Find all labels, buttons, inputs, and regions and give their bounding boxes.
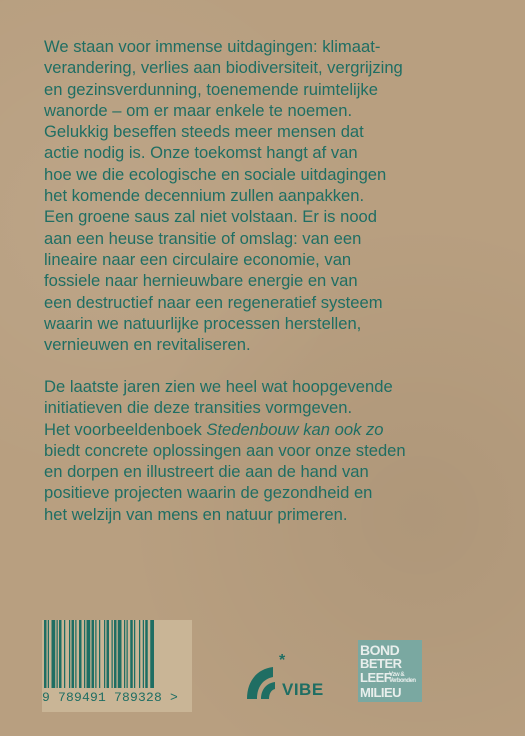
barcode-bar [79, 620, 82, 688]
barcode-bar [84, 620, 85, 688]
isbn-barcode [42, 620, 192, 712]
barcode-bar [72, 620, 75, 688]
book-title: Stedenbouw kan ook zo [206, 419, 384, 439]
text-line [44, 419, 494, 440]
logo-text: BETER [360, 656, 402, 671]
logo-tagline: Vzw & Verbonden [389, 672, 416, 684]
barcode-bar [145, 620, 148, 688]
text-line: het komende decennium zullen aanpakken. [44, 186, 365, 206]
text-line: Gelukkig beseffen steeds meer mensen dat [44, 122, 364, 142]
text-line: het welzijn van mens en natuur primeren. [44, 504, 348, 524]
text-line: actie nodig is. Onze toekomst hangt af van [44, 143, 358, 163]
barcode-bar [124, 620, 125, 688]
text-line-prefix: Het voorbeeldenboek [44, 419, 207, 439]
barcode-bar [143, 620, 144, 688]
barcode-bar [48, 620, 49, 688]
text-line: aan een heuse transitie of omslag: van een [44, 228, 362, 248]
text-line: waarin we natuurlijke processen herstellen, [44, 313, 362, 333]
barcode-bar [92, 620, 95, 688]
barcode-bar [127, 620, 128, 688]
text-line: positieve projecten waarin de gezondheid en [44, 483, 373, 503]
logo-text: MILIEU [360, 685, 402, 700]
logo-text: BOND [360, 642, 400, 658]
paragraph-1 [44, 36, 494, 355]
text-line: vernieuwen en revitaliseren. [44, 335, 251, 355]
barcode-bar [95, 620, 96, 688]
barcode-bar [44, 620, 47, 688]
barcode-bar [52, 620, 56, 688]
barcode-bar [118, 620, 122, 688]
barcode-bar [69, 620, 70, 688]
text-line: een destructief naar een regeneratief systeem [44, 292, 383, 312]
text-line: en dorpen en illustreert die aan de hand van [44, 462, 369, 482]
barcode-bar [57, 620, 58, 688]
barcode-bar [107, 620, 110, 688]
text-line: De laatste jaren zien we heel wat hoopgevende [44, 377, 393, 396]
barcode-bar [112, 620, 113, 688]
barcode-bars [44, 620, 190, 688]
barcode-bar [114, 620, 117, 688]
paragraph-2 [44, 376, 494, 525]
barcode-bar [59, 620, 62, 688]
vibe-star-icon: * [279, 652, 286, 669]
barcode-bar [64, 620, 65, 688]
text-line: hoe we die ecologische en sociale uitdagingen [44, 164, 387, 184]
text-line: verandering, verlies aan biodiversiteit, vergrijzing [44, 58, 403, 78]
text-line: en gezinsverdunning, toenemende ruimtelijke [44, 79, 378, 99]
barcode-bar [104, 620, 105, 688]
text-line: lineaire naar een circulaire economie, van [44, 249, 352, 269]
vibe-logo-text: VIBE [282, 680, 324, 699]
barcode-bar [130, 620, 133, 688]
isbn-number: 9 789491 789328 > [42, 690, 179, 705]
text-line: initiatieven die deze transities vormgeven. [44, 398, 353, 418]
barcode-bar [99, 620, 100, 688]
barcode-bar [75, 620, 76, 688]
bond-beter-leefmilieu-logo [358, 640, 422, 702]
barcode-bar [150, 620, 154, 688]
text-line: Een groene saus zal niet volstaan. Er is nood [44, 207, 378, 227]
barcode-bar [87, 620, 91, 688]
text-line: fossiele naar hernieuwbare energie en van [44, 271, 358, 291]
text-line: wanorde – om er maar enkele te noemen. [44, 100, 353, 120]
text-line: biedt concrete oplossingen aan voor onze steden [44, 440, 406, 460]
barcode-bar [139, 620, 140, 688]
logo-text: LEEF [360, 670, 392, 685]
barcode-bar [134, 620, 135, 688]
text-line: We staan voor immense uitdagingen: klimaat- [44, 37, 381, 56]
